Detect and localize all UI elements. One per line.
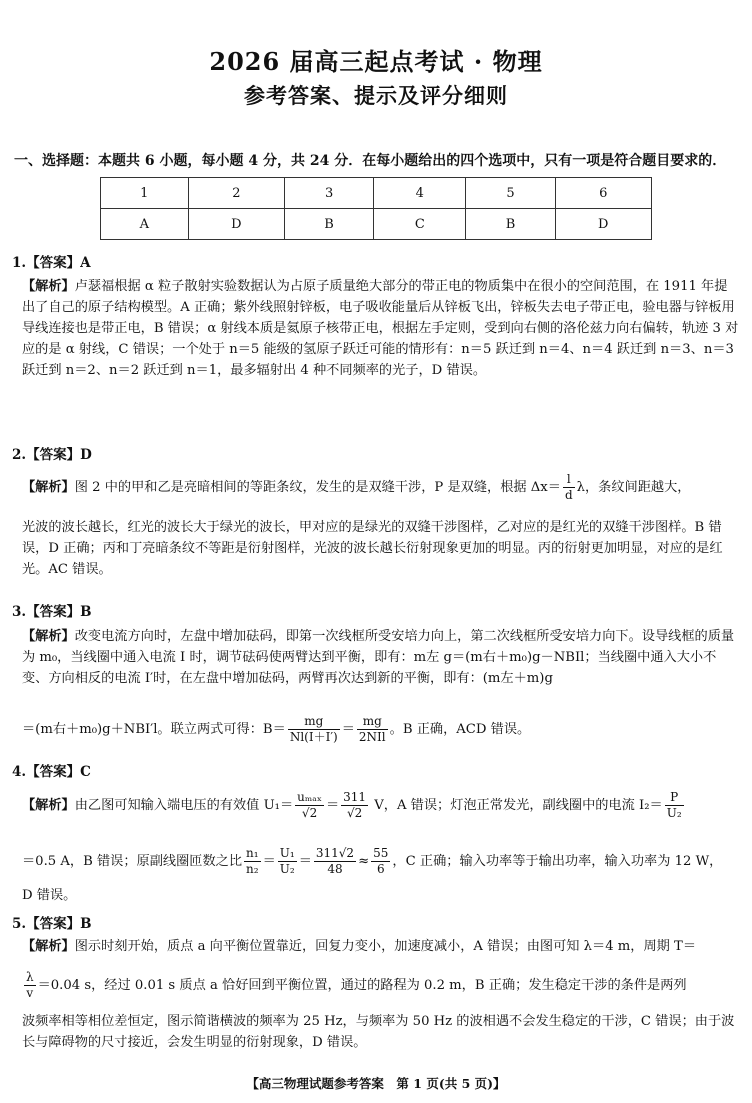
fraction-denominator: Nl(I＋I′) — [289, 730, 338, 744]
section-heading: 一、选择题：本题共 6 小题，每小题 4 分，共 24 分．在每小题给出的四个选项中，只有一项是符合题目要求的． — [14, 153, 727, 169]
q4-text-a3: V，A 错误；灯泡正常发光，副线圈中的电流 I₂＝ — [370, 798, 663, 813]
q3-eq-a: ＝(m右＋m₀)g＋NBI′l。联立两式可得：B＝ — [22, 722, 286, 737]
answer-row — [101, 209, 652, 240]
fraction-denominator: √2 — [346, 806, 363, 820]
question-number: 1 — [101, 178, 189, 209]
q4-text-b1: ＝0.5 A，B 错误；原副线圈匝数之比 — [22, 854, 243, 869]
q2-line-1 — [22, 470, 740, 506]
fraction-denominator: 6 — [376, 862, 385, 876]
q4-text-b4: ≈ — [358, 854, 370, 869]
fraction-numerator: P — [665, 790, 684, 806]
page-footer: 【高三物理试题参考答案 第 1 页(共 5 页)】 — [246, 1076, 506, 1091]
fraction-numerator: λ — [26, 970, 34, 984]
question-number: 4 — [374, 178, 466, 209]
question-number-row — [101, 178, 652, 209]
question-number: 6 — [555, 178, 651, 209]
q3-explanation-text: 改变电流方向时，左盘中增加砝码，即第一次线框所受安培力向上，第二次线框所受安培力向下。设导线框的质量为 m₀，当线圈中通入电流 I 时，调节砝码使两臂达到平衡，即有：m左 g＝(m右＋m₀)g－NBIl；当线圈中通入大小不变、方向相反的电流 I′时，在左盘中增加砝码，两臂再次达到新的平衡，即有：(m左＋m)g — [22, 629, 735, 686]
q4-line-1 — [22, 788, 740, 824]
fraction — [288, 714, 340, 745]
answer-cell: A — [101, 209, 189, 240]
q4-line-2 — [22, 844, 740, 880]
fraction-denominator: √2 — [301, 806, 318, 820]
q2-answer-heading: 2.【答案】D — [12, 447, 92, 463]
fraction — [244, 846, 261, 877]
explanation-label: 【解析】 — [22, 279, 75, 294]
fraction — [357, 714, 388, 745]
exam-title: 2026 届高三起点考试 · 物理 — [209, 47, 543, 76]
fraction-denominator: 2NIl — [358, 730, 386, 744]
exam-subtitle: 参考答案、提示及评分细则 — [244, 83, 508, 108]
fraction-numerator: 311 — [343, 790, 367, 804]
fraction-denominator: U₂ — [666, 806, 682, 820]
fraction-numerator: U₁ — [279, 846, 295, 860]
fraction — [665, 790, 684, 821]
fraction — [314, 846, 356, 877]
question-number: 2 — [188, 178, 284, 209]
q3-answer-heading: 3.【答案】B — [12, 604, 92, 620]
q4-text-a1: 由乙图可知输入端电压的有效值 U₁＝ — [74, 798, 294, 813]
q5-explanation: 波频率相等相位差恒定，图示简谐横波的频率为 25 Hz，与频率为 50 Hz 的波相遇不会发生稳定的干涉，C 错误；由于波长与障碍物的尺寸接近，会发生明显的衍射现象，D 错误。 — [22, 1014, 735, 1050]
q4-text-b5: ，C 正确；输入功率等于输出功率，输入功率为 12 W， — [392, 854, 723, 869]
fraction-numerator: 311√2 — [315, 846, 355, 860]
fraction-denominator: n₂ — [246, 862, 259, 876]
answer-cell: B — [285, 209, 374, 240]
fraction-numerator: mg — [288, 714, 340, 730]
fraction-denominator: d — [564, 488, 573, 502]
answer-cell: C — [374, 209, 466, 240]
q3-equation-line — [22, 712, 740, 748]
fraction-numerator: l — [563, 472, 575, 488]
q4-text-b3: ＝ — [298, 854, 312, 869]
question-number: 3 — [285, 178, 374, 209]
q1-answer-heading: 1.【答案】A — [12, 255, 91, 271]
fraction-denominator: v — [26, 986, 34, 1000]
q4-line-3: D 错误。 — [22, 888, 77, 903]
fraction-denominator: U₂ — [279, 862, 295, 876]
q5-answer-heading: 5.【答案】B — [12, 916, 92, 932]
q1-explanation — [22, 276, 740, 381]
fraction-numerator: n₁ — [246, 846, 259, 860]
answer-cell: D — [555, 209, 651, 240]
q5-line-2 — [22, 968, 740, 1004]
fraction — [341, 790, 368, 821]
answer-table — [100, 177, 652, 240]
q5-text-2: ＝0.04 s，经过 0.01 s 质点 a 恰好回到平衡位置，通过的路程为 0.2 m，B 正确；发生稳定干涉的条件是两列 — [37, 978, 687, 993]
answer-cell: D — [188, 209, 284, 240]
answer-cell: B — [466, 209, 555, 240]
fraction — [563, 472, 575, 503]
explanation-label: 【解析】 — [22, 480, 75, 495]
q4-text-a2: ＝ — [325, 798, 340, 813]
q4-answer-heading: 4.【答案】C — [12, 764, 91, 780]
fraction — [24, 970, 36, 1001]
explanation-label: 【解析】 — [22, 798, 75, 813]
explanation-label: 【解析】 — [22, 939, 75, 954]
q2-explanation: 光波的波长越长，红光的波长大于绿光的波长，甲对应的是绿光的双缝干涉图样，乙对应的是红光的双缝干涉图样。B 错误，D 正确；丙和丁亮暗条纹不等距是衍射图样，光波的波长越长衍射现象更加的明显。丙的衍射更加明显，对应的是红光。AC 错误。 — [22, 520, 723, 577]
q4-text-b2: ＝ — [262, 854, 276, 869]
fraction-numerator: mg — [357, 714, 388, 730]
fraction — [278, 846, 297, 877]
fraction — [371, 846, 390, 877]
fraction-numerator: 55 — [373, 846, 389, 860]
question-number: 5 — [466, 178, 555, 209]
q3-explanation — [22, 626, 740, 689]
q5-line-1 — [22, 936, 740, 957]
q3-eq-c: 。B 正确，ACD 错误。 — [389, 722, 531, 737]
explanation-label: 【解析】 — [22, 629, 75, 644]
fraction-numerator: uₘₐₓ — [297, 790, 322, 804]
q2-text-a: 图 2 中的甲和乙是亮暗相间的等距条纹，发生的是双缝干涉，P 是双缝，根据 Δx＝ — [74, 480, 561, 495]
q2-text-b: λ，条纹间距越大， — [576, 480, 691, 495]
q1-explanation-text: 卢瑟福根据 α 粒子散射实验数据认为占原子质量绝大部分的带正电的物质集中在很小的空间范围，在 1911 年提出了自己的原子结构模型。A 正确；紫外线照射锌板，电子吸收能量后从锌板飞出，锌板失去电子带正电，验电器与锌板用导线连接也是带正电，B 错误；α 射线本质是氦原子核带正电，根据左手定则，受到向右侧的洛伦兹力向右偏转，轨迹 3 对应的是 α 射线，C 错误；一个处于 n＝5 能级的氢原子跃迁可能的情形有：n＝5 跃迁到 n＝4、n＝4 跃迁到 n＝3、n＝3 跃迁到 n＝2、n＝2 跃迁到 n＝1，最多辐射出 4 种不同频率的光子，D 错误。 — [22, 279, 739, 378]
fraction-denominator: 48 — [327, 862, 343, 876]
q5-text-1: 图示时刻开始，质点 a 向平衡位置靠近，回复力变小，加速度减小，A 错误；由图可知 λ＝4 m，周期 T＝ — [74, 939, 697, 954]
q3-eq-b: ＝ — [341, 722, 355, 737]
fraction — [295, 790, 324, 821]
